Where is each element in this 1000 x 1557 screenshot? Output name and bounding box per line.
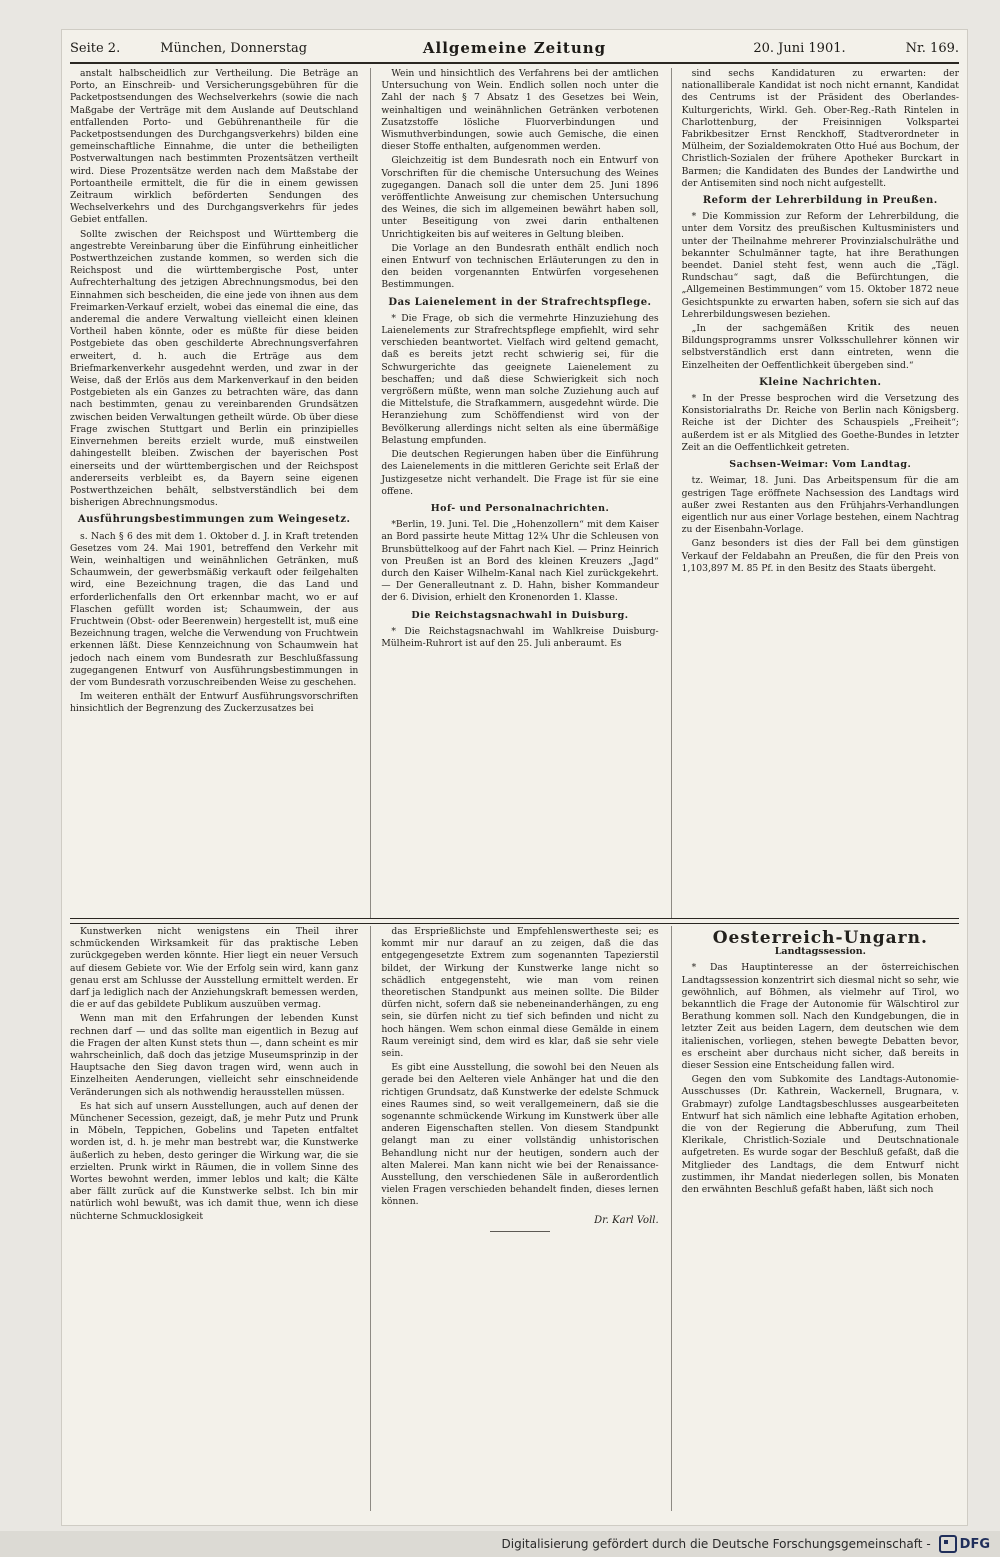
paragraph: Wein und hinsichtlich des Verfahrens bei der amtlichen Untersuchung von Wein. Endlich sollen noch unter die Zahl der nach § 7 Absatz 1 des Gesetzes bei Wein, weinhaltigen und weinähnlichen Getränken verbotenen Zusatzstoffe lösliche Fluorverbindungen und Wismuthverbindungen, sowie auch Gemische, die einen dieser Stoffe enthalten, aufgenommen werden.: [381, 68, 659, 153]
dfg-logo[interactable]: [939, 1535, 990, 1553]
paragraph: s. Nach § 6 des mit dem 1. Oktober d. J. in Kraft tretenden Gesetzes vom 24. Mai 1901, betreffend den Verkehr mit Wein, weinhaltigen und weinähnlichen Getränken, muß Schaumwein, der gewerbsmäßig verkauft oder feilgehalten wird, eine Bezeichnung tragen, die das Land und erforderlichenfalls den Ort erkennbar macht, wo er auf Flaschen gefüllt worden ist; Schaumwein, der aus Fruchtwein (Obst- oder Beerenwein) hergestellt ist, muß eine Bezeichnung tragen, welche die Verwendung von Fruchtwein erkennen läßt. Diese Kennzeichnung von Schaumwein hat jedoch nach einem vom Bundesrath zur Beschlußfassung zugegangenen Entwurf von Ausführungsbestimmungen in der vom Bundesrath vorzuschreibenden Weise zu geschehen.: [70, 530, 359, 688]
paragraph: Sollte zwischen der Reichspost und Württemberg die angestrebte Vereinbarung über die Einführung einheitlicher Postwerthzeichen zustande kommen, so werden sich die Reichspost und die württembergische Post, unter Aufrechterhaltung des jetzigen Abrechnungsmodus, bei den Einnahmen sich bescheiden, die eine jede von ihnen aus dem Freimarken-Verkauf erzielt, wobei das einemal die eine, das anderemal die andere Verwaltung vielleicht einen kleinen Vortheil haben könnte, oder es müßte für diese beiden Postgebiete das oben geschilderte Abrechnungsverfahren erweitert, d. h. auch die Erträge aus dem Briefmarkenverkehr ausgedehnt werden, und zwar in der Weise, daß der Erlös aus dem Markenverkauf in den beiden Postgebieten als ein Ganzes zu betrachten wäre, das dann nach bestimmten, genau zu vereinbarenden Grundsätzen zwischen beiden Verwaltungen getheilt würde. Ob über diese Frage zwischen Stuttgart und Berlin ein prinzipielles Einvernehmen bereits erzielt wurde, muß einstweilen dahingestellt bleiben. Zwischen der bayerischen Post einerseits und der württembergischen und der Reichspost andererseits verbleibt es, da Bayern seine eigenen Postwerthzeichen behält, selbstverständlich bei dem bisherigen Abrechnungsmodus.: [70, 228, 359, 509]
digitization-footer: [0, 1531, 1000, 1557]
paragraph: Im weiteren enthält der Entwurf Ausführungsvorschriften hinsichtlich der Begrenzung des Zuckerzusatzes bei: [70, 691, 359, 715]
paragraph: „In der sachgemäßen Kritik des neuen Bildungsprogramms unsrer Volksschullehrer können wir selbstverständlich erst dann eintreten, wenn die Einzelheiten der Oeffentlichkeit übergeben sind.“: [681, 323, 959, 371]
paragraph: * Die Kommission zur Reform der Lehrerbildung, die unter dem Vorsitz des preußischen Kultusministers und unter der Theilnahme mehrerer Provinzialschulräthe und bekannter Schulmänner tagte, hat ihre Berathungen beendet. Daniel steht fest, wenn auch die „Tägl. Rundschau“ sagt, daß die Befürchtungen, die „Allgemeinen Bestimmungen“ vom 15. Oktober 1872 neue Gesichtspunkte zu erwarten haben, sofern sie sich auf das Lehrerbildungswesen beziehen.: [681, 211, 959, 320]
paragraph: Ganz besonders ist dies der Fall bei dem günstigen Verkauf der Feldabahn an Preußen, die für den Preis von 1,103,897 M. 85 Pf. in den Besitz des Staats übergeht.: [681, 538, 959, 574]
feuilleton-column-2: [370, 926, 658, 1511]
page-header: [70, 34, 959, 64]
column-3: [671, 68, 959, 918]
page-number: Seite 2.: [70, 40, 121, 56]
feuilleton-column-1: [70, 926, 358, 1511]
article-heading: Das Laienelement in der Strafrechtspflege.: [388, 296, 652, 308]
paragraph: das Ersprießlichste und Empfehlenswertheste sei; es kommt mir nur darauf an zu zeigen, daß die das entgegengesetzte Extrem zum sogenannten Tapezierstil bildet, der Wirkung der Kunstwerke lange nicht so schädlich entgegensteht, wie man vom reinen theoretischen Standpunkt aus meinen sollte. Die Bilder dürfen nicht, sofern daß sie nebeneinanderhängen, zu eng sein, sie dürfen nicht zu tief sich befinden und nicht zu hoch hängen. Wem schon einmal diese Gemälde in einem Raum vereinigt sind, dem wird es klar, daß sie sehr viele sein.: [381, 926, 659, 1060]
closing-rule: [490, 1231, 550, 1232]
paragraph: Die deutschen Regierungen haben über die Einführung des Laienelements in die mittleren Gerichte seit Erlaß der Justizgesetze nicht verhandelt. Die Frage ist für sie eine offene.: [381, 449, 659, 497]
article-heading: Die Reichstagsnachwahl in Duisburg.: [411, 609, 629, 621]
article-heading: Reform der Lehrerbildung in Preußen.: [702, 195, 938, 207]
upper-columns: [70, 68, 959, 918]
column-1: [70, 68, 358, 918]
feuilleton-divider: [70, 918, 959, 924]
dfg-logo-text: DFG: [959, 1536, 990, 1552]
paragraph: * In der Presse besprochen wird die Versetzung des Konsistorialraths Dr. Reiche von Berlin nach Königsberg. Reiche ist der Dichter des Schauspiels „Freiheit“; außerdem ist er als Mitglied des Goethe-Bundes in letzter Zeit an die Oeffentlichkeit getreten.: [681, 393, 959, 453]
issue-number: Nr. 169.: [905, 40, 959, 56]
dfg-logo-icon: [939, 1535, 957, 1553]
article-heading: Sachsen-Weimar: Vom Landtag.: [729, 459, 912, 471]
column-2: [370, 68, 658, 918]
article-heading: Kleine Nachrichten.: [759, 376, 882, 388]
funding-credit: Digitalisierung gefördert durch die Deutsche Forschungsgemeinschaft -: [501, 1537, 931, 1551]
paragraph: Es hat sich auf unsern Ausstellungen, auch auf denen der Münchener Secession, gezeigt, daß, je mehr Putz und Prunk in Möbeln, Teppichen, Gobelins und Tapeten entfaltet worden ist, d. h. je mehr man bestrebt war, die Kunstwerke äußerlich zu heben, desto geringer die Wirkung war, die sie erzielten. Prunk wirkt in Räumen, die in vollem Sinne des Wortes bewohnt werden, immer leblos und kalt; die Kälte aber fällt zurück auf die Kunstwerke selbst. Ich bin mir natürlich wohl bewußt, was ich damit thue, wenn ich diese nüchterne Schmucklosigkeit: [70, 1100, 359, 1222]
article-heading: Hof- und Personalnachrichten.: [430, 502, 610, 514]
paragraph: sind sechs Kandidaturen zu erwarten: der nationalliberale Kandidat ist noch nicht ernannt, Kandidat des Centrums ist der Präsident des Oberlandes-Kulturgerichts, Wirkl. Geh. Ober-Reg.-Rath Rintelen in Charlottenburg, der Freisinnigen Volkspartei Fabrikbesitzer Ernst Renckhoff, Stadtverordneter in Mülheim, der Sozialdemokraten Otto Hué aus Bochum, der Christlich-Sozialen der frühere Apotheker Burckart in Barmen; die Kandidaten des Bundes der Landwirthe und der Antisemiten sind noch nicht aufgestellt.: [681, 68, 959, 189]
paragraph: anstalt halbscheidlich zur Vertheilung. Die Beträge an Porto, an Einschreib- und Versicherungsgebühren für die Packetpostsendungen des Wechselverkehrs (sowie die nach Maßgabe der Verträge mit dem Auslande auf Deutschland entfallenden Porto- und Gebührenantheile für die Packetpostsendungen des Durchgangsverkehrs) bilden eine gemeinschaftliche Einnahme, die unter die betheiligten Postverwaltungen nach bestimmten Prozentsätzen vertheilt wird. Diese Prozentsätze werden nach dem Maßstabe der Portoantheile ermittelt, die für die in einem gewissen Zeitraum wirklich beförderten Sendungen des Wechselverkehrs und des Durchgangsverkehrs für jedes Gebiet entfallen.: [70, 68, 359, 226]
issue-date: 20. Juni 1901.: [753, 40, 846, 56]
paragraph: Wenn man mit den Erfahrungen der lebenden Kunst rechnen darf — und das sollte man eigentlich in Bezug auf die Fragen der alten Kunst stets thun —, dann scheint es mir wahrscheinlich, daß doch das jetzige Museumsprinzip in der Hauptsache den Sieg davon tragen wird, wenn auch in Einzelheiten Aenderungen, vielleicht sehr einschneidende Veränderungen sich als nothwendig herausstellen müssen.: [70, 1013, 359, 1098]
paragraph: * Das Hauptinteresse an der österreichischen Landtagssession konzentrirt sich diesmal nicht so sehr, wie gewöhnlich, auf Böhmen, als vielmehr auf Tirol, wo bekanntlich die Frage der Autonomie für Wälschtirol zur Berathung kommen soll. Nach den Kundgebungen, die in letzter Zeit aus beiden Lagern, dem deutschen wie dem italienischen, vorliegen, stehen bewegte Debatten bevor, es erscheint aber durchaus nicht sicher, daß bereits in dieser Session eine Entscheidung fallen wird.: [681, 962, 959, 1072]
place-and-day: München, Donnerstag: [160, 40, 308, 56]
section-title: Oesterreich-Ungarn.: [712, 928, 928, 948]
paragraph: Kunstwerken nicht wenigstens ein Theil ihrer schmückenden Wirksamkeit für das praktische Leben zurückgegeben werden könnte. Hier liegt ein neuer Versuch auf diesem Gebiete vor. Wie der Erfolg sein wird, kann ganz genau erst am Schlusse der Ausstellung ermittelt werden. Er darf ja lediglich nach der Anziehungskraft bemessen werden, die er auf das gebildete Publikum auszuüben vermag.: [70, 926, 359, 1011]
paragraph: Gleichzeitig ist dem Bundesrath noch ein Entwurf von Vorschriften für die chemische Untersuchung des Weines zugegangen. Danach soll die unter dem 25. Juni 1896 veröffentlichte Anweisung zur chemischen Untersuchung des Weines, die sich im allgemeinen bewährt haben soll, unter Beseitigung von zwei darin enthaltenen Unrichtigkeiten bis auf weiteres in Geltung bleiben.: [381, 155, 659, 240]
paragraph: Die Vorlage an den Bundesrath enthält endlich noch einen Entwurf von technischen Erläuterungen zu den in den beiden vorgenannten Entwürfen vorgesehenen Bestimmungen.: [381, 242, 659, 291]
article-heading: Ausführungsbestimmungen zum Weingesetz.: [77, 514, 351, 526]
paragraph: * Die Frage, ob sich die vermehrte Hinzuziehung des Laienelements zur Strafrechtspflege empfiehlt, wird sehr verschieden beantwortet. Vielfach wird geltend gemacht, daß es bereits jetzt recht schwierig sei, für die Schwurgerichte das geeignete Laienelement zu beschaffen; und daß diese Schwierigkeit sich noch vergrößern müßte, wenn man solche Zuziehung auch auf die Mittelstufe, die Strafkammern, ausgedehnt würde. Die Heranziehung zum Schöffendienst wird von der Bevölkerung allerdings nicht selten als eine übermäßige Belastung empfunden.: [381, 312, 659, 446]
newspaper-page: [62, 30, 967, 1525]
author-signature: Dr. Karl Voll.: [594, 1214, 659, 1226]
paragraph: * Die Reichstagsnachwahl im Wahlkreise Duisburg-Mülheim-Ruhrort ist auf den 25. Juli anberaumt. Es: [381, 625, 659, 649]
paragraph: Gegen den vom Subkomite des Landtags-Autonomie-Ausschusses (Dr. Kathrein, Wackernell, Brugnara, v. Grabmayr) zufolge Landtagsbeschlusses ausgearbeiteten Entwurf hat sich nämlich eine lebhafte Agitation erhoben, die von der Regierung die Abberufung, zum Theil Klerikale, Christlich-Soziale und Deutschnationale aufgetreten. Es wurde sogar der Beschluß gefaßt, daß die Mitglieder des Landtags, die dem Entwurf nicht zustimmen, ihr Mandat niederlegen sollen, bis Monaten den erwähnten Beschluß gefaßt haben, läßt sich noch: [681, 1074, 959, 1196]
paragraph: tz. Weimar, 18. Juni. Das Arbeitspensum für die am gestrigen Tage eröffnete Nachsession des Landtags wird außer zwei Restanten aus den Frühjahrs-Verhandlungen eigentlich nur aus einer Vorlage bestehen, einem Nachtrag zu der Eisenbahn-Vorlage.: [681, 475, 959, 536]
paragraph: *Berlin, 19. Juni. Tel. Die „Hohenzollern“ mit dem Kaiser an Bord passirte heute Mittag 12¾ Uhr die Schleusen von Brunsbüttelkoog auf der Fahrt nach Kiel. — Prinz Heinrich von Preußen ist an Bord des kleinen Kreuzers „Jagd“ durch den Kaiser Wilhelm-Kanal nach Kiel zurückgekehrt. — Der Generalleutnant z. D. Hahn, bisher Kommandeur der 6. Division, erhielt den Kronenorden 1. Klasse.: [381, 519, 659, 604]
news-column-3: [671, 926, 959, 1511]
masthead-title: Allgemeine Zeitung: [422, 39, 607, 57]
paragraph: Es gibt eine Ausstellung, die sowohl bei den Neuen als gerade bei den Aelteren viele Anhänger hat und die den richtigen Grundsatz, daß Kunstwerke der edelste Schmuck eines Raumes sind, so weit verallgemeinern, daß sie die sogenannte schmückende Wirkung im Kunstwerk über alle anderen Eigenschaften stellen. Von diesem Standpunkt gelangt man zu einer vollständig unhistorischen Behandlung nicht nur der heutigen, sondern auch der alten Malerei. Man kann nicht wie bei der Renaissance-Ausstellung, den verschiedenen Säle in außerordentlich vielen Fragen verschieden behandelt finden, dieses lernen können.: [381, 1062, 659, 1208]
section-subtitle: Landtagssession.: [774, 946, 866, 958]
lower-columns: [70, 926, 959, 1511]
